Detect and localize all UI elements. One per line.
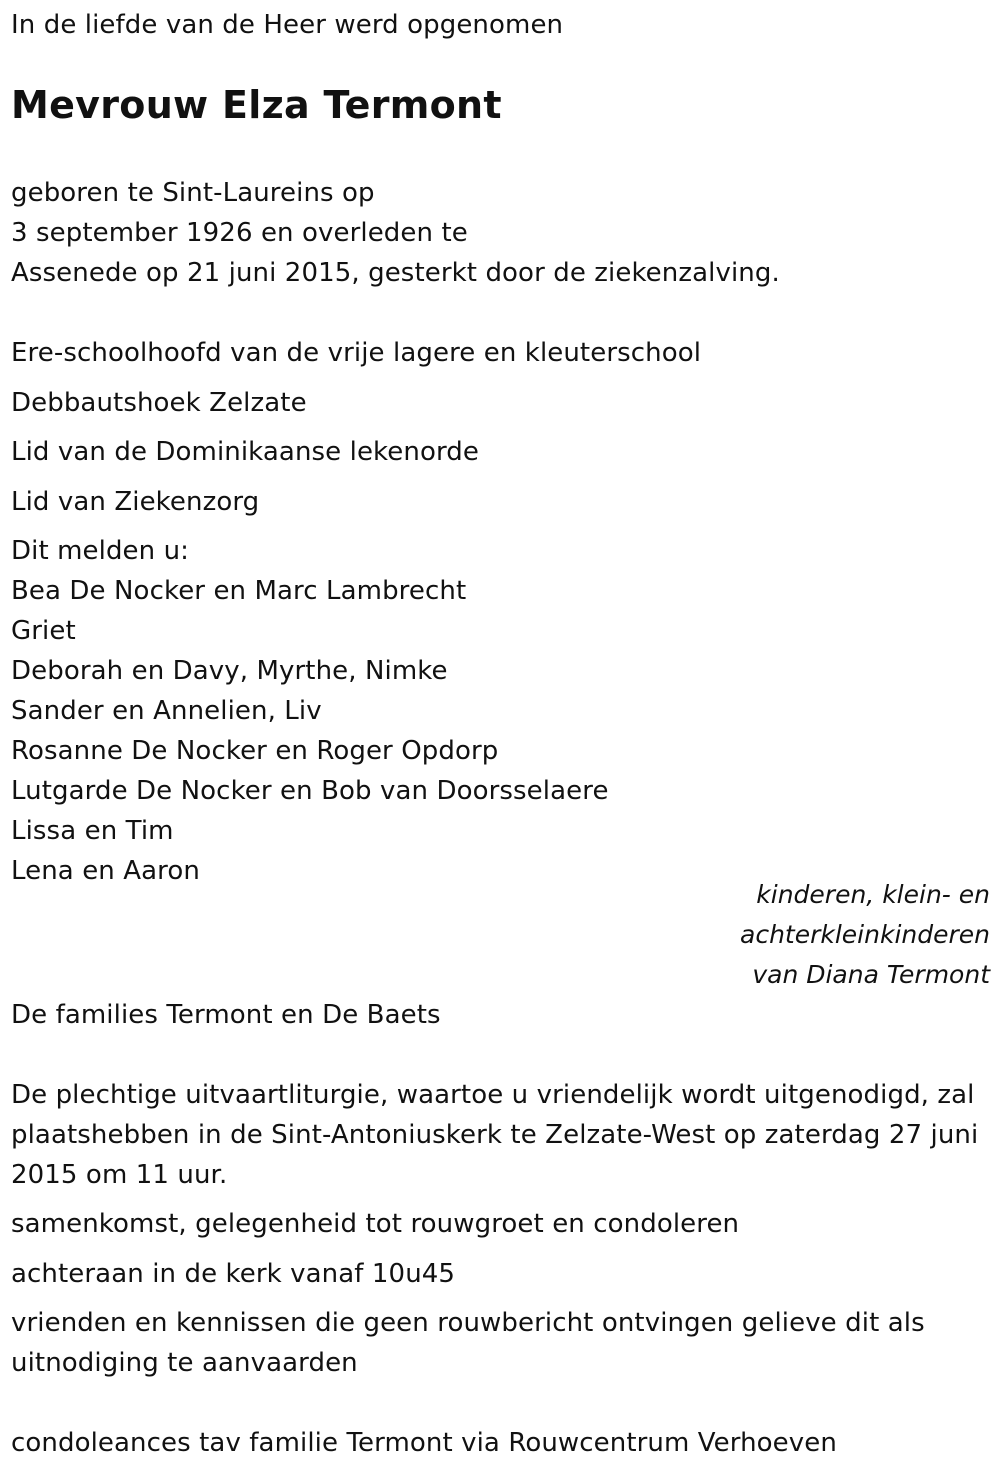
ceremony-line-1: De plechtige uitvaartliturgie, waartoe u vriendelijk wordt uitgenodigd, zal xyxy=(11,1080,975,1110)
birth-line-2: 3 september 1926 en overleden te xyxy=(11,218,468,248)
role-line-1: Ere-schoolhoofd van de vrije lagere en kleuterschool xyxy=(11,338,702,368)
announcer-name: Bea De Nocker en Marc Lambrecht xyxy=(11,576,467,606)
role-line-3: Lid van de Dominikaanse lekenorde xyxy=(11,437,479,467)
announcer-name: Sander en Annelien, Liv xyxy=(11,696,322,726)
announcer-name: Lissa en Tim xyxy=(11,816,174,846)
relation-line-3: van Diana Termont xyxy=(752,960,990,989)
condolences-line: condoleances tav familie Termont via Rouwcentrum Verhoeven xyxy=(11,1428,837,1458)
intro-text: In de liefde van de Heer werd opgenomen xyxy=(11,10,564,40)
announcer-name: Griet xyxy=(11,616,76,646)
birth-line-1: geboren te Sint-Laureins op xyxy=(11,178,375,208)
deceased-name: Mevrouw Elza Termont xyxy=(11,83,502,127)
birth-line-3: Assenede op 21 juni 2015, gesterkt door de ziekenzalving. xyxy=(11,258,780,288)
relation-line-2: achterkleinkinderen xyxy=(740,920,990,949)
role-line-2: Debbautshoek Zelzate xyxy=(11,388,307,418)
role-line-4: Lid van Ziekenzorg xyxy=(11,487,260,517)
announcer-name: Deborah en Davy, Myrthe, Nimke xyxy=(11,656,448,686)
announcer-name: Lutgarde De Nocker en Bob van Doorsselaere xyxy=(11,776,609,806)
gathering-place-line: achteraan in de kerk vanaf 10u45 xyxy=(11,1259,456,1289)
invitation-line-1: vrienden en kennissen die geen rouwbericht ontvingen gelieve dit als xyxy=(11,1308,925,1338)
relation-line-1: kinderen, klein- en xyxy=(756,880,990,909)
gathering-line: samenkomst, gelegenheid tot rouwgroet en condoleren xyxy=(11,1209,740,1239)
announcer-name: Lena en Aaron xyxy=(11,856,200,886)
ceremony-line-3: 2015 om 11 uur. xyxy=(11,1160,228,1190)
announcers-intro: Dit melden u: xyxy=(11,536,190,566)
families-line: De families Termont en De Baets xyxy=(11,1000,441,1030)
ceremony-line-2: plaatshebben in de Sint-Antoniuskerk te Zelzate-West op zaterdag 27 juni xyxy=(11,1120,979,1150)
announcer-name: Rosanne De Nocker en Roger Opdorp xyxy=(11,736,499,766)
invitation-line-2: uitnodiging te aanvaarden xyxy=(11,1348,358,1378)
